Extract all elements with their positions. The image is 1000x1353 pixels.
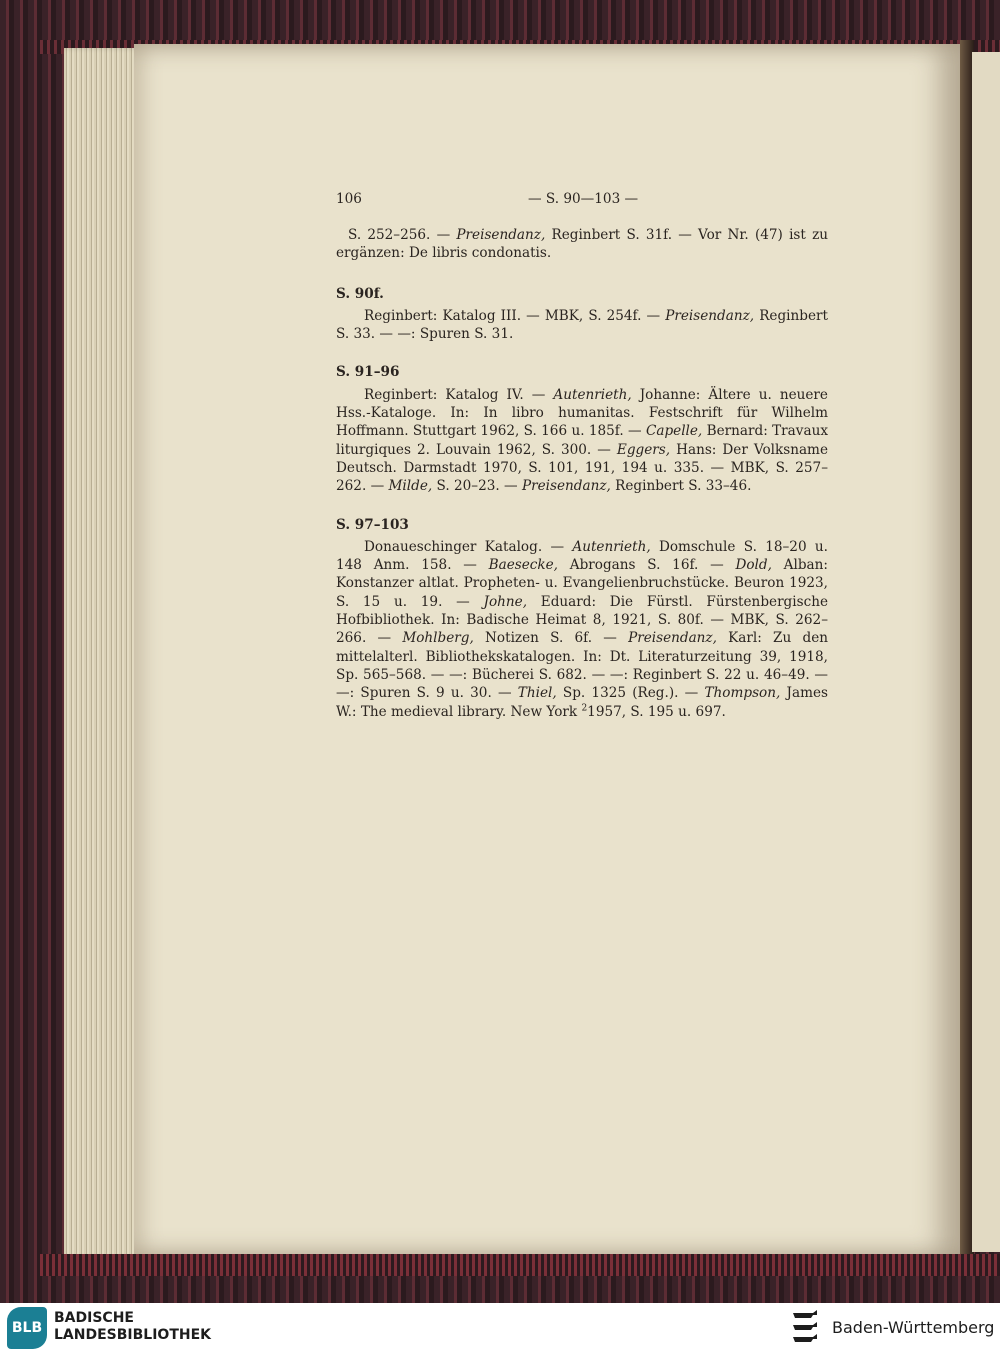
entry [336, 285, 828, 344]
continuation-paragraph: S. 252–256. — Preisendanz, Reginbert S. 31f. — Vor Nr. (47) ist zu ergänzen: De libris condonatis. [336, 227, 828, 262]
blb-logo-text: BLB [11, 1320, 43, 1336]
entry-heading: S. 97–103 [336, 516, 409, 533]
book-cover-bottom-edge [40, 1254, 1000, 1276]
blb-logo[interactable] [7, 1307, 47, 1349]
library-name-line1: BADISCHE [54, 1310, 134, 1326]
entry-heading: S. 90f. [336, 285, 384, 302]
entry [336, 363, 828, 495]
facing-page-edge [972, 52, 1000, 1252]
page-number: 106 [336, 191, 362, 207]
entry-body: Donaueschinger Katalog. — Autenrieth, Domschule S. 18–20 u. 148 Anm. 158. — Baesecke, Abrogans S. 16f. — Dold, Alban: Konstanzer altlat. Propheten- u. Evangelienbruchstücke. Beuron 1923, S. 15 u. 19. — Johne, Eduard: Die Fürstl. Fürstenbergische Hofbibliothek. In: Badische Heimat 8, 1921, S. 80f. — MBK, S. 262–266. — Mohlberg, Notizen S. 6f. — Preisendanz, Karl: Zu den mittelalterl. Bibliothekskatalogen. In: Dt. Literaturzeitung 39, 1918, Sp. 565–568. — —: Bücherei S. 682. — —: Reginbert S. 22 u. 46–49. — —: Spuren S. 9 u. 30. — Thiel, Sp. 1325 (Reg.). — Thompson, James W.: The medieval library. New York $^2$1957, S. 195 u. 697. [336, 538, 828, 720]
page-edges [64, 48, 142, 1258]
entry-body: Reginbert: Katalog III. — MBK, S. 254f. — Preisendanz, Reginbert S. 33. — —: Spuren S. 31. [336, 307, 828, 343]
library-name[interactable] [54, 1310, 211, 1344]
running-head [336, 190, 828, 210]
entry [336, 516, 828, 721]
viewer-footer [0, 1303, 1000, 1353]
entry-body: Reginbert: Katalog IV. — Autenrieth, Johanne: Ältere u. neuere Hss.-Kataloge. In: In libro humanitas. Festschrift für Wilhelm Hoffmann. Stuttgart 1962, S. 166 u. 185f. — Capelle, Bernard: Travaux liturgiques 2. Louvain 1962, S. 300. — Eggers, Hans: Der Volksname Deutsch. Darmstadt 1970, S. 101, 191, 194 u. 335. — MBK, S. 257–262. — Milde, S. 20–23. — Preisendanz, Reginbert S. 33–46. [336, 386, 828, 495]
page-text [336, 190, 828, 741]
running-title: — S. 90—103 — [528, 191, 639, 207]
state-name[interactable]: Baden-Württemberg [832, 1318, 995, 1337]
library-name-line2: LANDESBIBLIOTHEK [54, 1327, 212, 1343]
entry-heading: S. 91–96 [336, 364, 400, 381]
three-lions-icon [790, 1309, 824, 1347]
